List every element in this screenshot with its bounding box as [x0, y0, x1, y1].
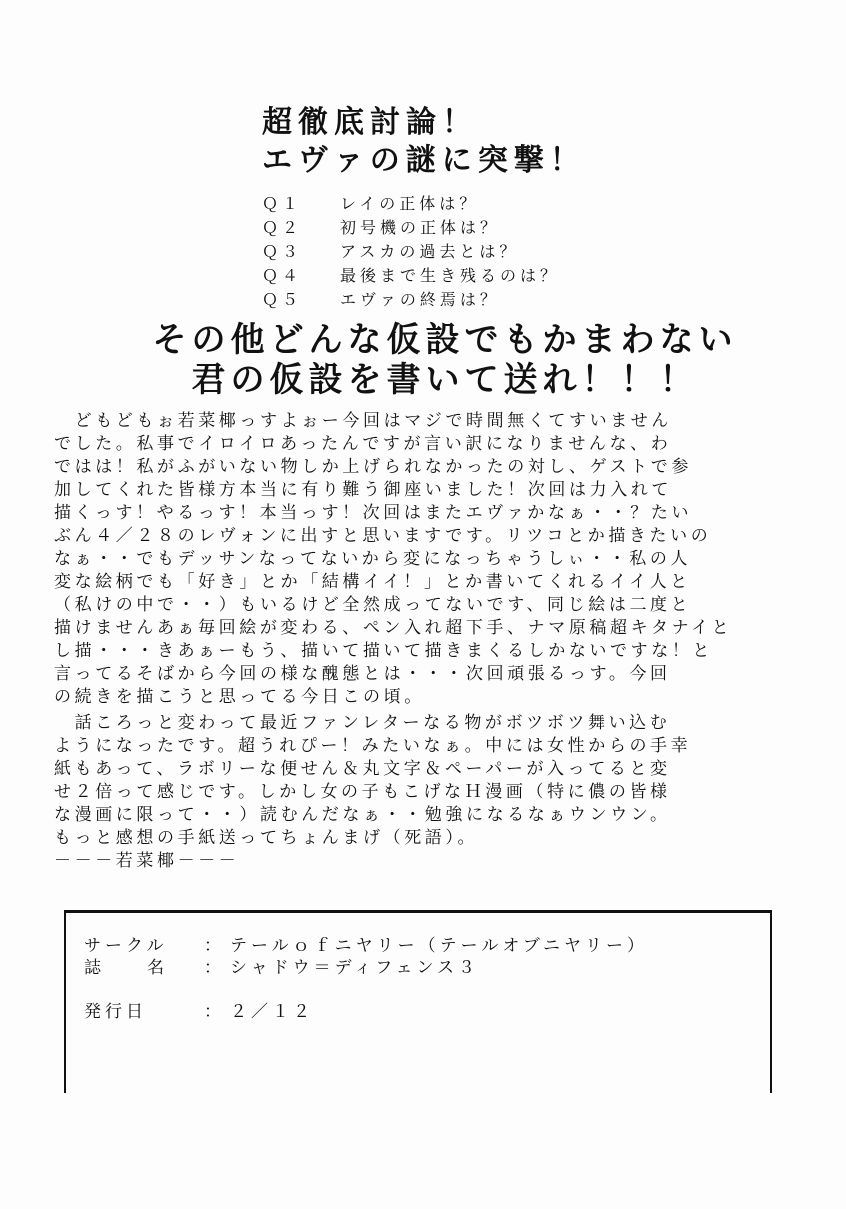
- magazine-title-separator: ：: [204, 958, 225, 978]
- body-line: でした。私事でイロイロあったんですが言い訳になりませんな、わ: [54, 434, 672, 454]
- body-line: せ２倍って感じです。しかし女の子もこげなＨ漫画（特に儂の皆様: [54, 782, 671, 802]
- question-text: 最後まで生き残るのは？: [340, 266, 561, 285]
- question-item: [262, 240, 662, 264]
- magazine-title-label: 誌 名: [84, 958, 168, 978]
- body-line: 加してくれた皆様方本当に有り難う御座いました！次回は力入れて: [54, 480, 672, 500]
- question-number: Ｑ３: [262, 242, 303, 261]
- publication-info-box: [64, 910, 772, 1093]
- question-number: Ｑ５: [262, 290, 303, 309]
- body-line: 紙もあって、ラボリーな便せん＆丸文字＆ペーパーが入ってると変: [54, 759, 671, 779]
- body-line: （私けの中で・・）もいるけど全然成ってないです、同じ絵は二度と: [54, 595, 692, 615]
- body-line: 言ってるそばから今回の様な醜態とは・・・次回頑張るっす。今回: [54, 664, 671, 684]
- question-number: Ｑ４: [262, 266, 303, 285]
- question-text: レイの正体は？: [340, 194, 480, 213]
- circle-label: サークル: [84, 936, 168, 956]
- question-number: Ｑ１: [262, 194, 303, 213]
- question-item: [262, 192, 662, 216]
- circle-separator: ：: [204, 936, 225, 956]
- body-line: もっと感想の手紙送ってちょんまげ（死語）。: [54, 828, 479, 848]
- body-line: 描けませんあぁ毎回絵が変わる、ペン入れ超下手、ナマ原稿超キタナイと: [54, 618, 733, 638]
- page-title-line2: エヴァの謎に突撃！: [262, 143, 586, 178]
- body-line: 話ころっと変わって最近ファンレターなる物がボツボツ舞い込む: [54, 713, 671, 733]
- question-list: [262, 192, 662, 312]
- body-line: ぶん４／２８のレヴォンに出すと思いますです。リツコとか描きたいの: [54, 526, 712, 546]
- body-paragraph-2: [54, 712, 804, 873]
- question-number: Ｑ２: [262, 218, 303, 237]
- body-line: な漫画に限って・・）読むんだなぁ・・勉強になるなぁウンウン。: [54, 805, 671, 825]
- publish-date-value: ２／１２: [230, 1002, 314, 1022]
- author-signature: －－－若菜椰－－－: [54, 851, 240, 871]
- publish-date-separator: ：: [204, 1002, 225, 1022]
- body-line: ではは！私がふがいない物しか上げられなかったの対し、ゲストで参: [54, 457, 692, 477]
- magazine-title-value: シャドウ＝ディフェンス３: [230, 958, 479, 978]
- body-line: なぁ・・でもデッサンなってないから変になっちゃうしぃ・・私の人: [54, 549, 692, 569]
- body-line: どもどもぉ若菜椰っすよぉー今回はマジで時間無くてすいません: [54, 411, 672, 431]
- body-line: し描・・・きあぁーもう、描いて描いて描きまくるしかないですな！と: [54, 641, 714, 661]
- body-line: の続きを描こうと思ってる今日この頃。: [54, 687, 425, 707]
- magazine-title-row: [84, 953, 479, 978]
- headline-line1: その他どんな仮設でもかまわない: [152, 320, 738, 360]
- publish-date-row: [84, 997, 314, 1022]
- body-paragraph-1: [54, 410, 804, 709]
- question-text: アスカの過去とは？: [340, 242, 520, 261]
- question-item: [262, 216, 662, 240]
- publish-date-label: 発行日: [84, 1002, 147, 1022]
- question-text: エヴァの終焉は？: [340, 290, 500, 309]
- circle-value: テールｏｆニヤリー（テールオブニヤリー）: [230, 936, 648, 956]
- body-line: 描くっす！やるっす！本当っす！次回はまたエヴァかなぁ・・？たい: [54, 503, 693, 523]
- question-item: [262, 288, 662, 312]
- page-title-line1: 超徹底討論！: [262, 105, 478, 140]
- body-line: 変な絵柄でも「好き」とか「結構イイ！」とか書いてくれるイイ人と: [54, 572, 691, 592]
- question-text: 初号機の正体は？: [340, 218, 501, 237]
- body-line: ようになったです。超うれぴー！みたいなぁ。中には女性からの手幸: [54, 736, 692, 756]
- question-item: [262, 264, 662, 288]
- headline-line2: 君の仮設を書いて送れ！！！: [191, 360, 699, 400]
